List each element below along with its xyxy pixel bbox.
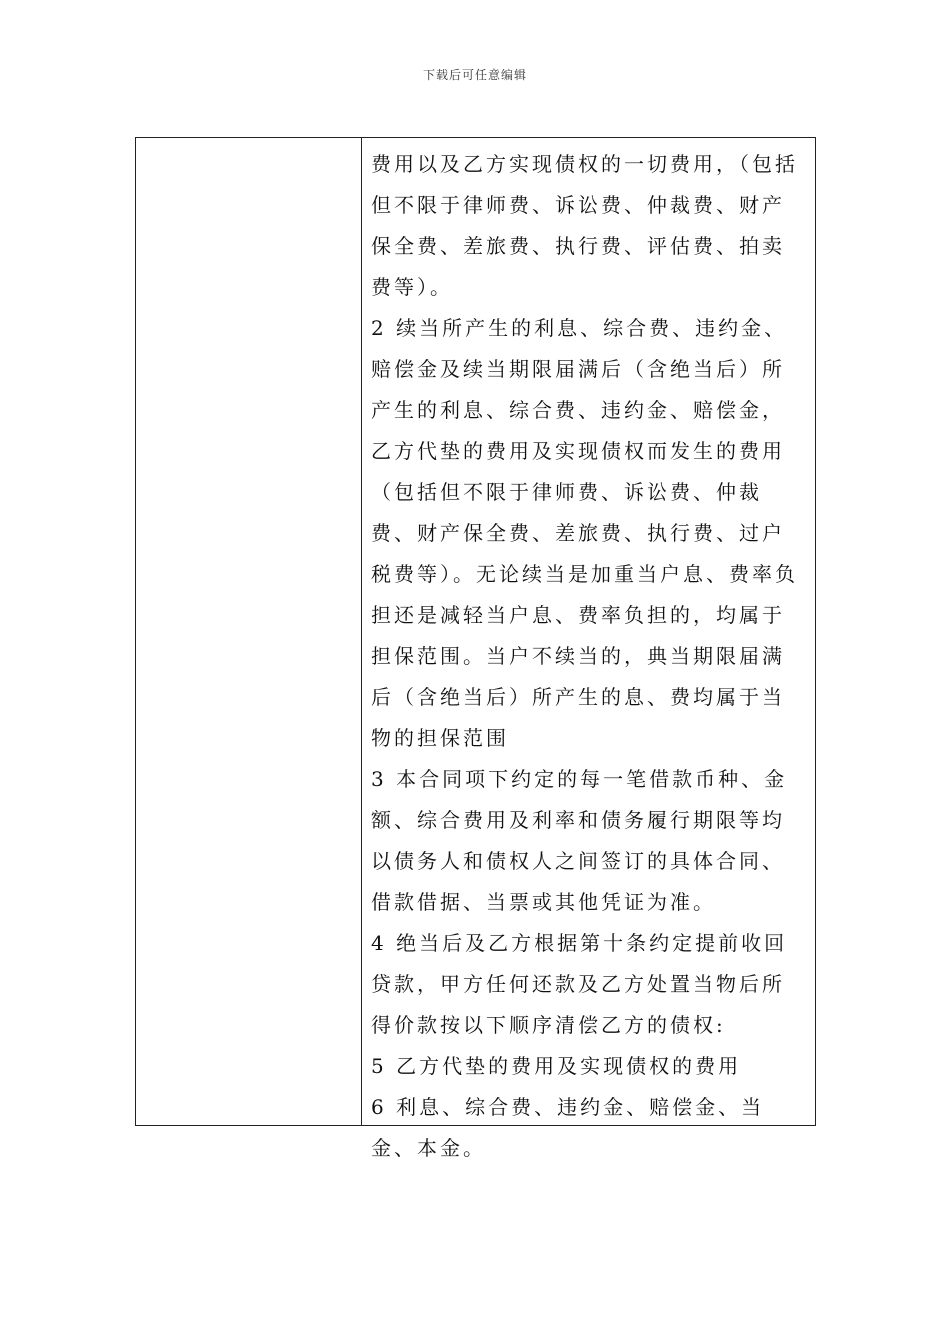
page-header-note: 下载后可任意编辑: [422, 68, 527, 82]
paragraph-item-4: 4 绝当后及乙方根据第十条约定提前收回贷款，甲方任何还款及乙方处置当物后所得价款按以下顺序清偿乙方的债权:: [371, 931, 788, 1037]
contract-table: [135, 137, 816, 1160]
paragraph-item-2: 2 续当所产生的利息、综合费、违约金、赔偿金及续当期限届满后（含绝当后）所产生的利息、综合费、违约金、赔偿金，乙方代垫的费用及实现债权而发生的费用（包括但不限于律师费、诉讼费、仲裁费、财产保全费、差旅费、执行费、过户税费等）。无论续当是加重当户息、费率负担还是减轻当户息、费率负担的，均属于担保范围。当户不续当的，典当期限届满后（含绝当后）所产生的息、费均属于当物的担保范围: [371, 316, 798, 750]
paragraph-item-6: 6 利息、综合费、违约金、赔偿金、当金、本金。: [371, 1095, 765, 1160]
table-right-cell: [362, 138, 815, 1160]
paragraph-item-3: 3 本合同项下约定的每一笔借款币种、金额、综合费用及利率和债务履行期限等均以债务人和债权人之间签订的具体合同、借款借据、当票或其他凭证为准。: [371, 767, 788, 914]
paragraph-expense-scope: 费用以及乙方实现债权的一切费用，（包括但不限于律师费、诉讼费、仲裁费、财产保全费、差旅费、执行费、评估费、拍卖费等）。: [371, 152, 798, 299]
table-left-cell: [136, 138, 362, 1125]
paragraph-item-5: 5 乙方代垫的费用及实现债权的费用: [371, 1054, 742, 1078]
